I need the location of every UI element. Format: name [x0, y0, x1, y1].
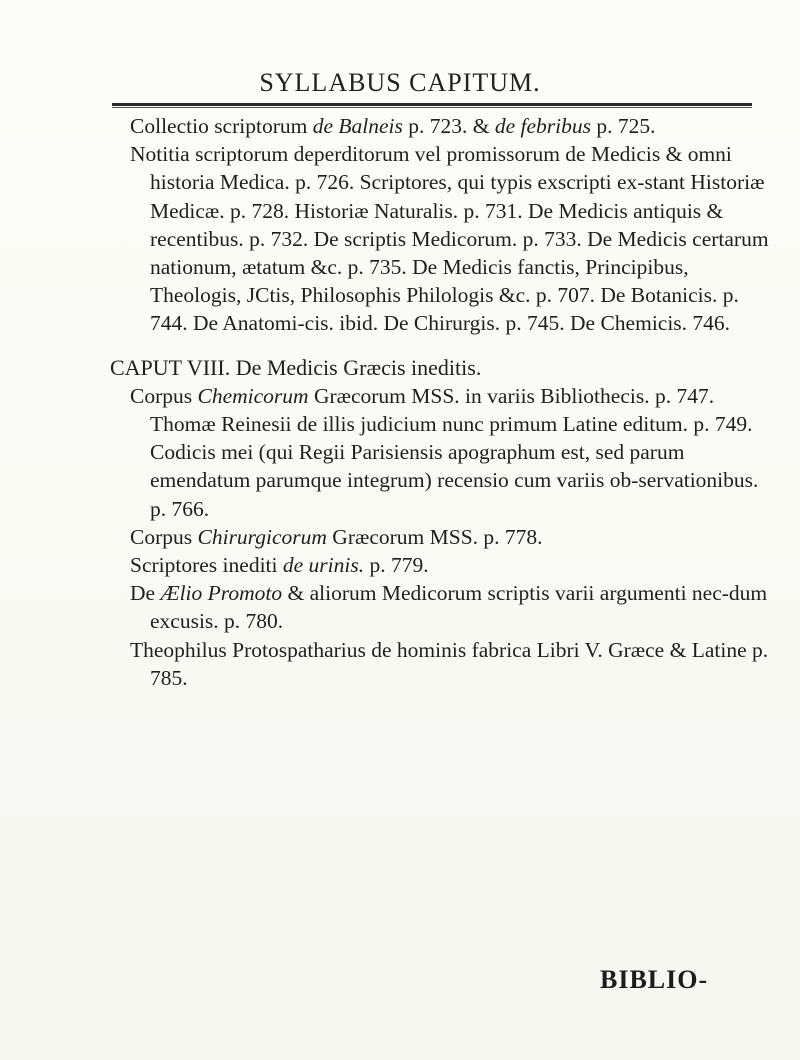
italic-term: de Balneis: [312, 114, 403, 138]
entry-text: p. 725.: [591, 114, 656, 138]
entry-text: Græcorum MSS. in variis Bibliothecis. p. 747. Thomæ Reinesii de illis judicium nunc primum Latine editum. p. 749. Codicis mei (qui Regii Parisiensis apographum est, sed parum emendatum parumque integrum) recensio cum variis ob-servationibus. p. 766.: [150, 383, 759, 521]
italic-term: de febribus: [494, 114, 592, 138]
syllabus-block-1: [130, 112, 770, 338]
syllabus-entry: [130, 523, 770, 551]
catchword: BIBLIO-: [600, 965, 709, 994]
entry-text: Collectio scriptorum: [130, 114, 313, 138]
italic-term: Chemicorum: [197, 383, 309, 408]
entry-text: Corpus: [130, 524, 198, 549]
syllabus-entry: [130, 551, 770, 579]
syllabus-entry: [130, 382, 770, 523]
italic-term: de urinis.: [282, 553, 365, 578]
entry-text: & aliorum Medicorum scriptis varii argumenti nec-dum excusis. p. 780.: [150, 581, 768, 634]
entry-text: De: [130, 581, 161, 606]
italic-term: Ælio Promoto: [160, 581, 283, 606]
header-rule-thin: [112, 107, 752, 108]
body-text: [110, 112, 770, 692]
syllabus-entry: [130, 140, 770, 337]
entry-text: p. 723. &: [402, 114, 495, 138]
syllabus-entry: [130, 112, 770, 140]
syllabus-block-2: [130, 382, 770, 692]
entry-text: Corpus: [130, 383, 198, 408]
chapter-title: CAPUT VIII. De Medicis Græcis ineditis.: [110, 354, 482, 380]
entry-text: p. 779.: [364, 553, 429, 578]
syllabus-entry: [130, 636, 770, 692]
entry-text: Græcorum MSS. p. 778.: [326, 524, 543, 549]
entry-text: Theophilus Protospatharius de hominis fabrica Libri V. Græce & Latine p. 785.: [130, 637, 769, 690]
header-rule: [112, 103, 752, 106]
entry-text: Notitia scriptorum deperditorum vel promissorum de Medicis & omni historia Medica. p. 726. Scriptores, qui typis exscripti ex-stant Historiæ Medicæ. p. 728. Historiæ Naturalis. p. 731. De Medicis antiquis & recentibus. p. 732. De scriptis Medicorum. p. 733. De Medicis certarum nationum, ætatum &c. p. 735. De Medicis fanctis, Principibus, Theologis, JCtis, Philosophis Philologis &c. p. 707. De Botanicis. p. 744. De Anatomi-cis. ibid. De Chirurgis. p. 745. De Chemicis. 746.: [130, 142, 769, 336]
italic-term: Chirurgicorum: [197, 524, 327, 549]
entry-text: Scriptores inediti: [130, 553, 283, 578]
syllabus-entry: [130, 579, 770, 635]
page-header: SYLLABUS CAPITUM.: [259, 68, 541, 97]
